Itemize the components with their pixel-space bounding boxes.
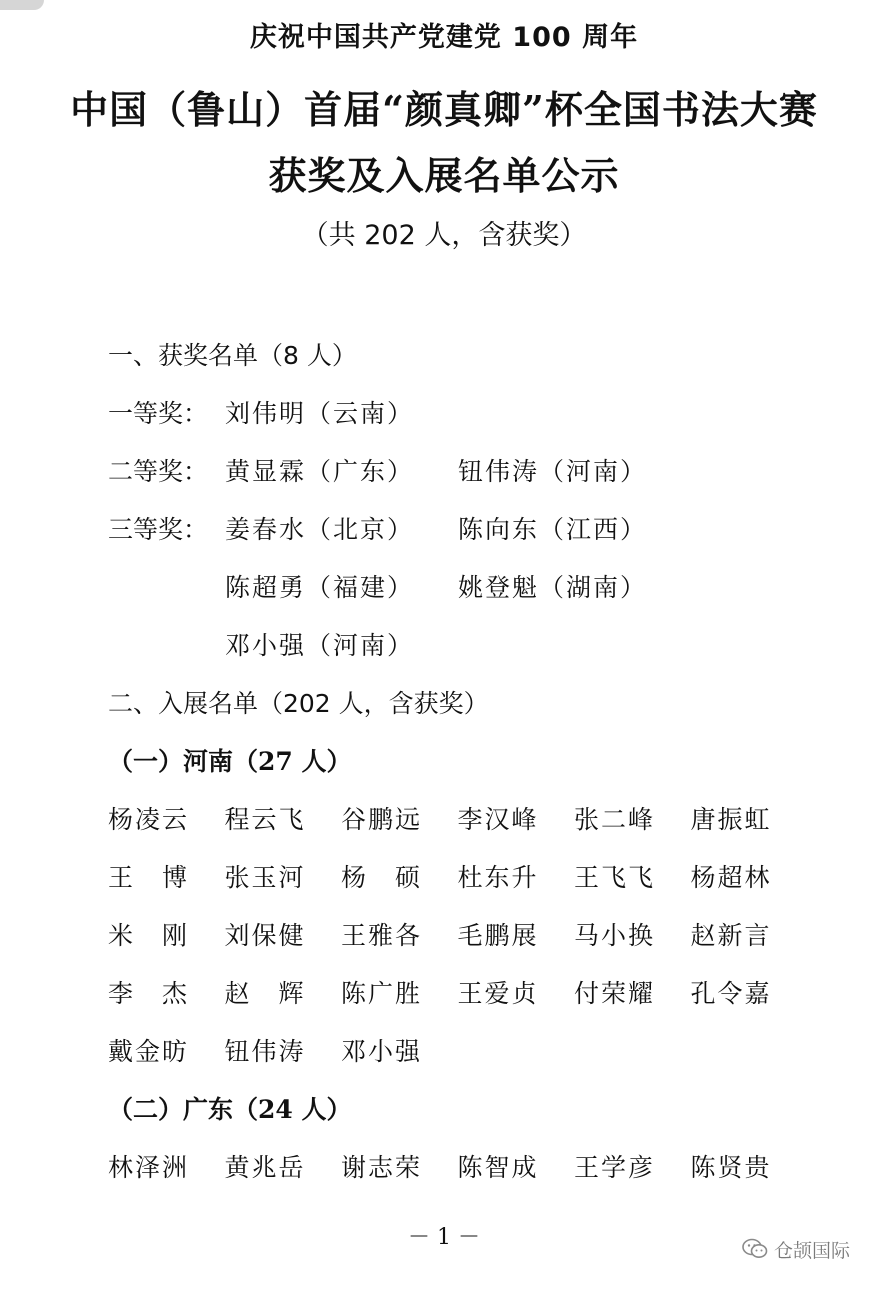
exhibitor-name: 马小换: [574, 921, 656, 950]
exhibitor-name: 戴金昉: [108, 1037, 190, 1066]
exhibition-heading: 二、入展名单（202 人，含获奖）: [108, 689, 489, 718]
exhibitor-name: 王飞飞: [574, 863, 656, 892]
wechat-icon: [742, 1238, 768, 1260]
exhibitor-name: 王学彦: [574, 1153, 656, 1182]
exhibitor-name: 付荣耀: [574, 979, 656, 1008]
third-prize-winner: 邓小强（河南）: [225, 631, 415, 660]
exhibitor-name: 唐振虹: [690, 805, 772, 834]
corner-decoration: [0, 0, 44, 10]
exhibitor-name: 赵 辉: [224, 979, 306, 1008]
exhibitor-name: 杨超林: [690, 863, 772, 892]
second-prize-winner: 钮伟涛（河南）: [458, 457, 648, 486]
participant-count: （共 202 人，含获奖）: [301, 220, 587, 251]
exhibitor-name: 杜东升: [457, 863, 539, 892]
first-prize-winner: 刘伟明（云南）: [225, 399, 415, 428]
page-number: － 1 －: [408, 1225, 480, 1250]
exhibitor-name: 钮伟涛: [224, 1037, 306, 1066]
second-prize-label: 二等奖：: [108, 457, 209, 486]
exhibitor-name: 王爱贞: [457, 979, 539, 1008]
third-prize-winner: 姜春水（北京）: [225, 515, 415, 544]
exhibitor-name: 邓小强: [341, 1037, 423, 1066]
document-title-line2: 获奖及入展名单公示: [268, 153, 620, 198]
exhibitor-name: 王雅各: [341, 921, 423, 950]
exhibitor-name: 张二峰: [574, 805, 656, 834]
exhibitor-name: 米 刚: [108, 921, 190, 950]
henan-heading: （一）河南（27 人）: [108, 747, 352, 776]
document-subtitle: 庆祝中国共产党建党 100 周年: [249, 22, 639, 53]
exhibitor-name: 孔令嘉: [690, 979, 772, 1008]
exhibitor-name: 谢志荣: [341, 1153, 423, 1182]
watermark: [742, 1232, 850, 1266]
exhibitor-name: 刘保健: [224, 921, 306, 950]
third-prize-winner: 陈向东（江西）: [458, 515, 648, 544]
exhibitor-name: 张玉河: [224, 863, 306, 892]
document-title-line1: 中国（鲁山）首届“颜真卿”杯全国书法大赛: [70, 87, 818, 132]
exhibitor-name: 杨 硕: [341, 863, 423, 892]
exhibitor-name: 赵新言: [690, 921, 772, 950]
exhibitor-name: 林泽洲: [108, 1153, 190, 1182]
second-prize-winner: 黄显霖（广东）: [225, 457, 415, 486]
exhibitor-name: 王 博: [108, 863, 190, 892]
exhibitor-name: 程云飞: [224, 805, 306, 834]
exhibitor-name: 谷鹏远: [341, 805, 423, 834]
exhibitor-name: 陈广胜: [341, 979, 423, 1008]
third-prize-winner: 陈超勇（福建）: [225, 573, 415, 602]
exhibitor-name: 李 杰: [108, 979, 190, 1008]
watermark-text: 仓颉国际: [774, 1239, 851, 1262]
exhibitor-name: 黄兆岳: [224, 1153, 306, 1182]
exhibitor-name: 陈贤贵: [690, 1153, 772, 1182]
exhibitor-name: 陈智成: [457, 1153, 539, 1182]
exhibitor-name: 杨凌云: [108, 805, 190, 834]
awards-heading: 一、获奖名单（8 人）: [108, 341, 357, 370]
exhibitor-name: 毛鹏展: [457, 921, 539, 950]
guangdong-heading: （二）广东（24 人）: [108, 1095, 352, 1124]
third-prize-winner: 姚登魁（湖南）: [458, 573, 648, 602]
third-prize-label: 三等奖：: [108, 515, 209, 544]
exhibitor-name: 李汉峰: [457, 805, 539, 834]
first-prize-label: 一等奖：: [108, 399, 209, 428]
